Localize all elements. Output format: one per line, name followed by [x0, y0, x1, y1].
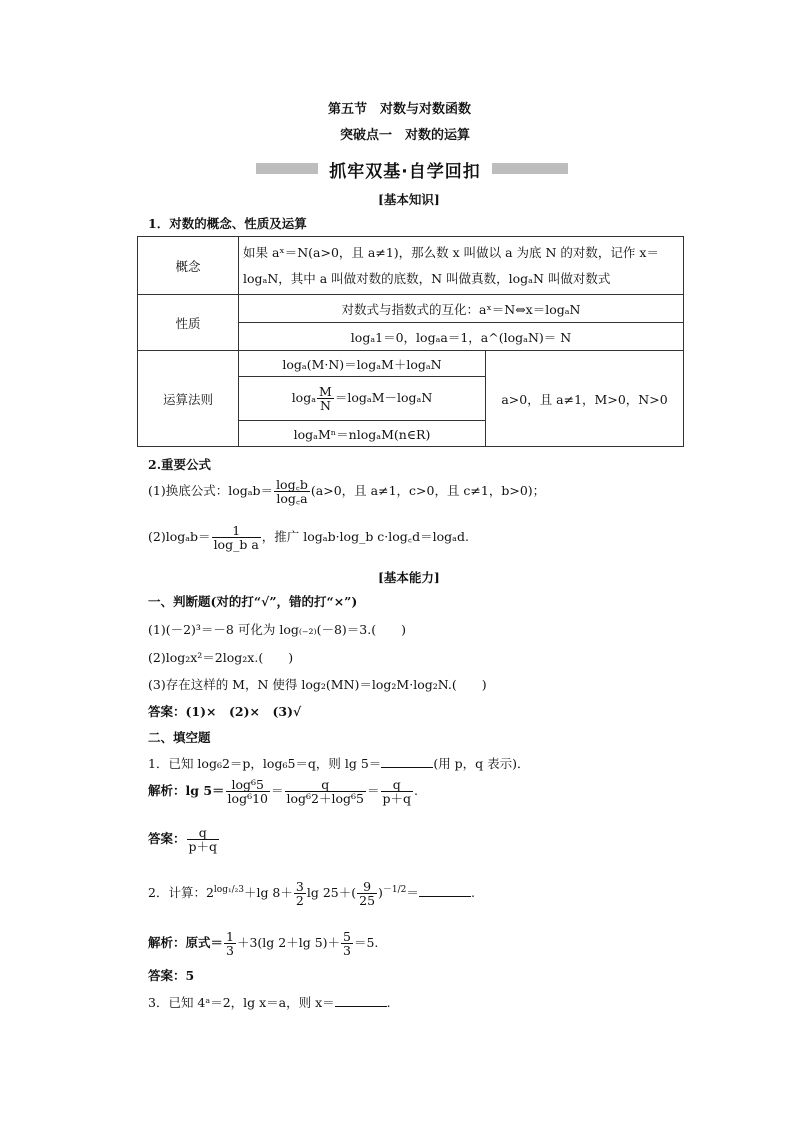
rule-product: logₐ(M·N)＝logₐM＋logₐN [239, 351, 486, 377]
section-banner [256, 156, 568, 180]
formula2-prefix: (2)logₐb＝ [148, 529, 211, 544]
formula2-fraction [212, 524, 261, 551]
item1-heading: 1．对数的概念、性质及运算 [148, 216, 307, 231]
rule-quotient-fraction [317, 385, 334, 412]
concept-cell [239, 237, 684, 295]
fill-solution-2-fraction-1 [224, 930, 236, 957]
fill-question-2-end: ＝ [406, 885, 419, 900]
banner-bar-left [256, 163, 318, 174]
fill-question-2-fraction [294, 880, 306, 907]
fill-answer-1-denominator: p＋q [188, 839, 218, 854]
fill-question-2: 2．计算：$2^{log_1/_23}+\lg$ 8＋ $\frac{3}{2}$ lg 25＋( $\frac{9}{25}$ )$^{-1/2}$＝ . [148, 879, 475, 908]
formula1-prefix: (1)换底公式：logₐb＝ [148, 483, 274, 498]
fill-solution-1-prefix: 解析：lg 5＝ [148, 783, 225, 798]
basic-knowledge-heading: [基本知识] [378, 192, 440, 207]
banner-text: 抓牢双基·自学回扣 [329, 162, 481, 182]
fill-answer-2: 答案：5 [148, 968, 195, 983]
fill-question-1-text-b: (用 p，q 表示)． [433, 756, 530, 771]
logarithm-properties-table [137, 236, 684, 447]
fill-question-2-exponent: log₁/₂3 [213, 884, 244, 895]
fill-question-2-mid: ＋lg 8＋ [243, 885, 293, 900]
fill-solution-2-mid: ＋3(lg 2＋lg 5)＋ [236, 935, 341, 950]
fill-question-2-paren-fraction [357, 880, 377, 907]
property-line-2: logₐ1＝0，logₐa＝1，a^(logₐN)＝ N [239, 323, 684, 351]
fill-solution-2-prefix: 解析：原式＝ [148, 935, 224, 950]
fill-solution-1-fraction-2 [285, 778, 366, 805]
fill-solution-2-num-1: 1 [226, 929, 234, 944]
section-title: 第五节 对数与对数函数 [328, 102, 472, 117]
fill-answer-1 [148, 826, 220, 853]
concept-line-2: logₐN，其中 a 叫做对数的底数，N 叫做真数，logₐN 叫做对数式 [243, 270, 611, 286]
fill-answer-1-prefix: 答案： [148, 831, 186, 846]
concept-line-1: 如果 aˣ＝N(a>0，且 a≠1)，那么数 x 叫做以 a 为底 N 的对数，记作 x＝ [243, 244, 659, 260]
fill-answer-1-fraction [187, 826, 220, 853]
rule-quotient-right: ＝logₐM－logₐN [334, 390, 433, 405]
fill-solution-2-den-2: 3 [343, 943, 351, 958]
basic-ability-heading: [基本能力] [378, 570, 440, 585]
fill-solution-1-fraction-3 [381, 778, 414, 805]
property-line-1: 对数式与指数式的互化：aˣ＝N⇔x＝logₐN [239, 295, 684, 323]
formula1-numerator: log꜀b [276, 477, 308, 492]
fill-solution-2-den-1: 3 [226, 943, 234, 958]
judgment-answer: 答案：(1)× (2)× (3)√ [148, 704, 302, 719]
rules-condition: a>0，且 a≠1，M>0，N>0 [486, 351, 684, 447]
rule-quotient-left: logₐ [291, 390, 317, 405]
fill-question-1 [148, 754, 530, 772]
formula2-denominator: log_b a [213, 537, 259, 552]
judgment-question-1: (1)(－2)³＝－8 可化为 log₍₋₂₎(－8)＝3.( ) [148, 622, 406, 637]
formula1-fraction [274, 478, 310, 505]
fill-question-3-text-a: 3．已知 4ᵃ＝2，lg x＝a，则 x＝ [148, 995, 335, 1010]
formula2-numerator: 1 [212, 524, 261, 538]
fill-question-2-den: 2 [295, 893, 304, 908]
part1-heading: 一、判断题(对的打“√”，错的打“×”) [148, 594, 358, 609]
formula1-denominator: log꜀a [276, 491, 308, 506]
row-label-rules: 运算法则 [138, 351, 239, 447]
fill-solution-2-end: ＝5. [353, 935, 379, 950]
formula2-suffix: ，推广 logₐb·log_b c·log꜀d＝logₐd. [261, 529, 469, 544]
part2-heading: 二、填空题 [148, 730, 211, 745]
change-of-base-formula [148, 478, 545, 505]
fill-question-1-blank [381, 755, 433, 768]
item2-heading: 2.重要公式 [148, 457, 212, 472]
fill-solution-2-num-2: 5 [343, 929, 351, 944]
fill-question-3 [148, 993, 391, 1011]
formula1-suffix: (a>0，且 a≠1，c>0，且 c≠1，b>0)； [310, 483, 546, 498]
fill-question-3-blank [335, 994, 387, 1007]
fill-solution-1-den-1: log⁶10 [227, 791, 268, 806]
fill-solution-1-den-2: log⁶2＋log⁶5 [286, 791, 364, 806]
rule-quotient-denominator: N [319, 398, 331, 413]
reciprocal-formula [148, 524, 469, 551]
fill-answer-1-numerator: q [187, 826, 220, 840]
fill-question-2-blank [419, 884, 471, 897]
fill-solution-1-den-3: p＋q [382, 791, 412, 806]
fill-question-2-paren-num: 9 [357, 880, 377, 894]
banner-bar-right [492, 163, 568, 174]
fill-solution-1-num-2: q [285, 778, 366, 792]
fill-question-2-prefix: 2．计算：2 [148, 885, 214, 900]
fill-solution-2 [148, 930, 378, 957]
row-label-property: 性质 [138, 295, 239, 351]
fill-question-2-power: －1/2 [382, 884, 407, 895]
fill-question-2-mid2: lg 25＋ [306, 885, 352, 900]
row-label-concept: 概念 [138, 237, 239, 295]
judgment-question-3: (3)存在这样的 M，N 使得 log₂(MN)＝log₂M·log₂N.( ) [148, 677, 487, 692]
fill-question-1-text-a: 1．已知 log₆2＝p，log₆5＝q，则 lg 5＝ [148, 756, 382, 771]
rule-quotient-numerator: M [319, 384, 332, 399]
fill-question-2-paren-den: 25 [359, 893, 376, 908]
subsection-title: 突破点一 对数的运算 [340, 128, 471, 143]
fill-solution-2-fraction-2 [341, 930, 353, 957]
rule-quotient [239, 377, 486, 421]
fill-solution-1-fraction-1 [226, 778, 270, 805]
fill-question-2-num: 3 [295, 879, 304, 894]
fill-solution-1-num-1: log⁶5 [226, 778, 270, 792]
judgment-question-2: (2)log₂x²＝2log₂x.( ) [148, 650, 294, 665]
rule-power: logₐMⁿ＝nlogₐM(n∈R) [239, 421, 486, 447]
fill-solution-1-num-3: q [381, 778, 414, 792]
fill-solution-1: 解析：lg 5＝ $\frac{\text{log⁶5}}{\text{log⁶10}}$ ＝ $\frac{q}{\text{log⁶2＋log⁶5}}$ ＝ $\frac{q}{p+q}$ . [148, 777, 419, 806]
fill-question-3-text-b: . [386, 995, 391, 1010]
